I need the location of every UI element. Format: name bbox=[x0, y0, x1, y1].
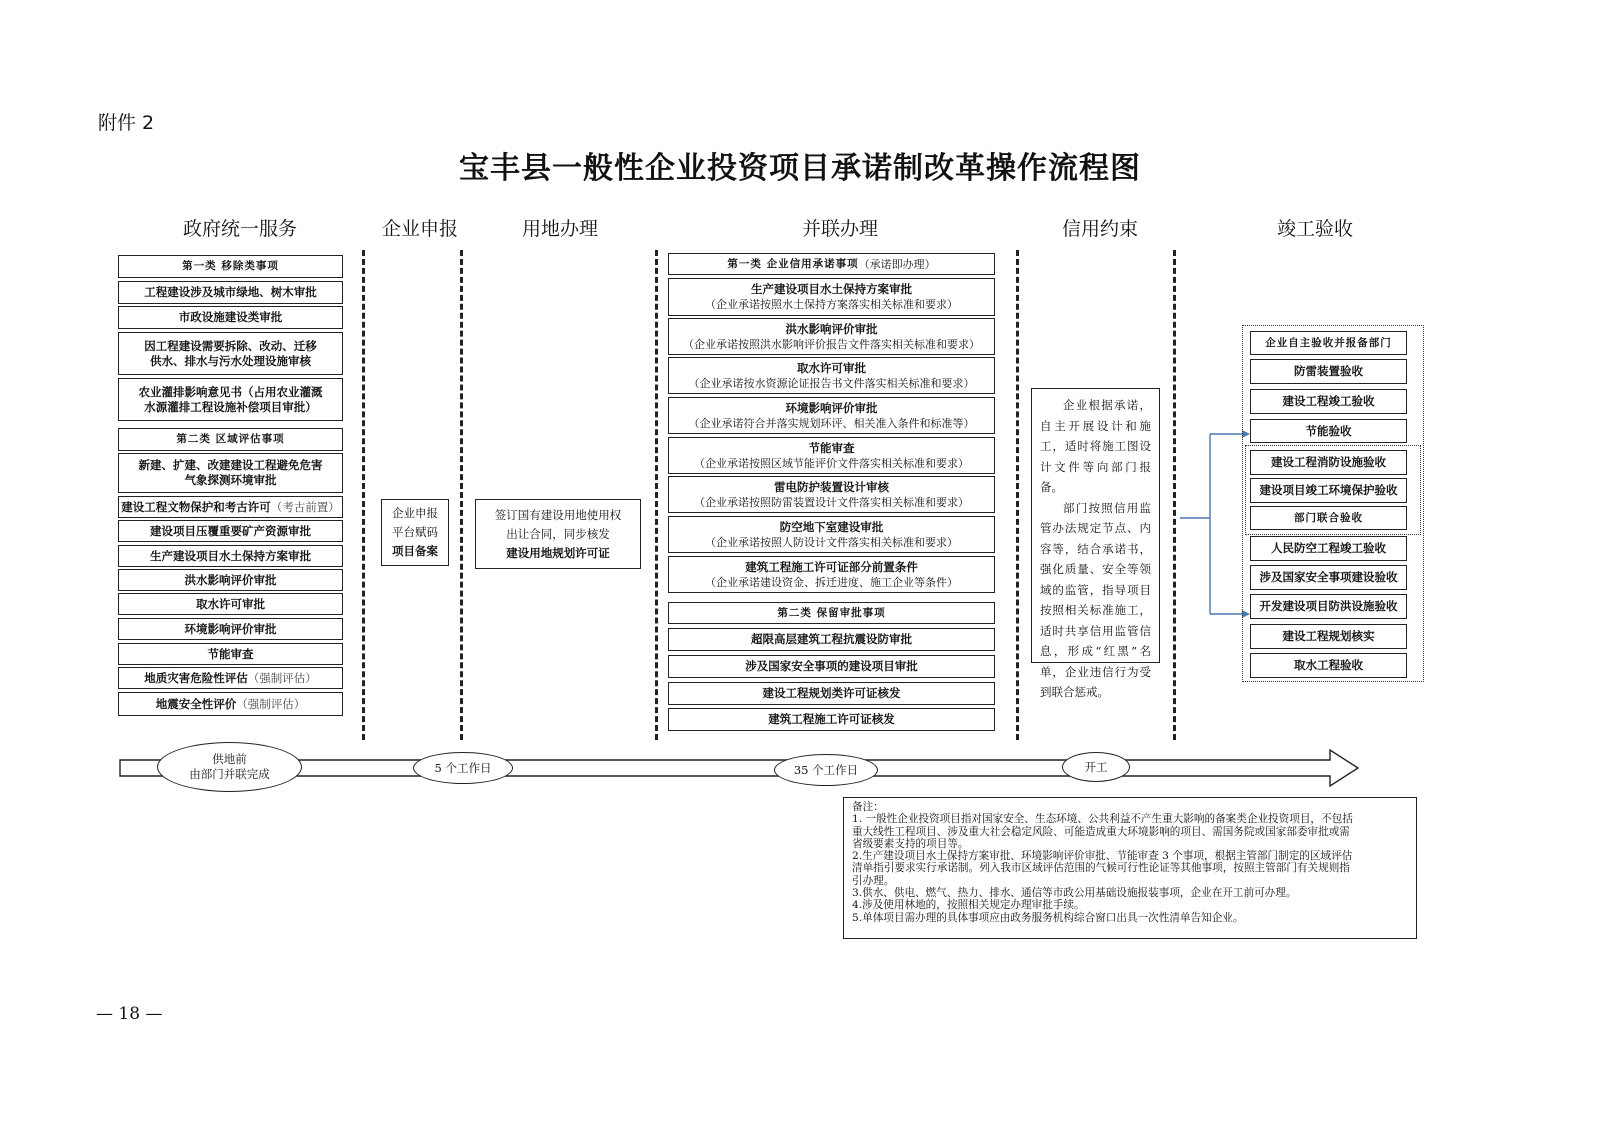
column-land: 用地办理 bbox=[521, 218, 598, 240]
notes-line: 清单指引要求实行承诺制。列入我市区域评估范围的气候可行性论证等其他事项，按照主管部门有关规则指 bbox=[852, 862, 1350, 875]
notes-line: 1. 一般性企业投资项目指对国家安全、生态环境、公共利益不产生重大影响的备案类企业投资项目，不包括 bbox=[852, 813, 1353, 826]
notes-line: 4.涉及使用林地的，按照相关规定办理审批手续。 bbox=[852, 899, 1085, 912]
parallel-item: 生产建设项目水土保持方案审批 （企业承诺按照水土保持方案落实相关标准和要求） bbox=[668, 278, 995, 316]
parallel-item: 建筑工程施工许可证核发 bbox=[668, 708, 995, 731]
attachment-label: 附件 2 bbox=[98, 112, 155, 134]
gov-item: 环境影响评价审批 bbox=[118, 618, 343, 640]
gov-item: 建设项目压覆重要矿产资源审批 bbox=[118, 520, 343, 542]
gov-item: 取水许可审批 bbox=[118, 593, 343, 615]
parallel-item: 环境影响评价审批 （企业承诺符合并落实规划环评、相关准入条件和标准等） bbox=[668, 397, 995, 434]
gov-item: 市政设施建设类审批 bbox=[118, 306, 343, 329]
parallel-cat1-header: 第一类 企业信用承诺事项 （承诺即办理） bbox=[668, 253, 995, 275]
acceptance-item: 建设项目竣工环境保护验收 bbox=[1250, 478, 1407, 503]
parallel-cat2-header: 第二类 保留审批事项 bbox=[668, 602, 995, 624]
gov-item: 地震安全性评价 （强制评估） bbox=[118, 692, 343, 716]
timeline-phase-5-days: 5 个工作日 bbox=[413, 752, 513, 784]
gov-item: 洪水影响评价审批 bbox=[118, 569, 343, 591]
notes-line: 引办理。 bbox=[852, 874, 895, 887]
credit-box: 企业根据承诺，自主开展设计和施工，适时将施工图设计文件等向部门报备。 部门按照信用监管办法规定节点、内容等，结合承诺书，强化质量、安全等领域的监管，指导项目按照相关标准施工，适时共享信用监管信息，形成“红黑”名单，企业违信行为受到联合惩戒。 bbox=[1031, 388, 1160, 663]
gov-item: 生产建设项目水土保持方案审批 bbox=[118, 545, 343, 567]
connector-arrows bbox=[1160, 420, 1250, 620]
acceptance-item: 开发建设项目防洪设施验收 bbox=[1250, 594, 1407, 619]
notes-header: 备注： bbox=[852, 801, 884, 813]
timeline-phase-start: 开工 bbox=[1062, 752, 1130, 782]
acceptance-item: 防雷装置验收 bbox=[1250, 359, 1407, 384]
column-acceptance: 竣工验收 bbox=[1276, 218, 1353, 240]
notes-line: 5.单体项目需办理的具体事项应由政务服务机构综合窗口出具一次性清单告知企业。 bbox=[852, 911, 1244, 924]
parallel-item: 防空地下室建设审批 （企业承诺按照人防设计文件落实相关标准和要求） bbox=[668, 516, 995, 553]
column-gov-service: 政府统一服务 bbox=[182, 218, 297, 240]
gov-cat2-header: 第二类 区域评估事项 bbox=[118, 428, 343, 451]
parallel-item: 建设工程规划类许可证核发 bbox=[668, 682, 995, 705]
column-divider bbox=[460, 250, 463, 740]
notes-line: 重大线性工程项目、涉及重大社会稳定风险、可能造成重大环境影响的项目、需国务院或国家部委审批或需 bbox=[852, 825, 1350, 838]
acceptance-item: 建设工程消防设施验收 bbox=[1250, 450, 1407, 475]
column-credit: 信用约束 bbox=[1061, 218, 1138, 240]
parallel-item: 建筑工程施工许可证部分前置条件 （企业承诺建设资金、拆迁进度、施工企业等条件） bbox=[668, 556, 995, 593]
parallel-item: 雷电防护装置设计审核 （企业承诺按照防雷装置设计文件落实相关标准和要求） bbox=[668, 476, 995, 513]
column-parallel: 并联办理 bbox=[801, 218, 878, 240]
timeline-arrow bbox=[118, 748, 1363, 790]
parallel-item: 涉及国家安全事项的建设项目审批 bbox=[668, 655, 995, 678]
gov-item: 新建、扩建、改建建设工程避免危害 气象探测环境审批 bbox=[118, 453, 343, 493]
gov-item: 地质灾害危险性评估 （强制评估） bbox=[118, 667, 343, 689]
parallel-item: 节能审查 （企业承诺按照区域节能评价文件落实相关标准和要求） bbox=[668, 437, 995, 474]
gov-item: 农业灌排影响意见书（占用农业灌溉 水源灌排工程设施补偿项目审批） bbox=[118, 378, 343, 421]
acceptance-item: 人民防空工程竣工验收 bbox=[1250, 536, 1407, 561]
column-divider bbox=[362, 250, 365, 740]
gov-item: 因工程建设需要拆除、改动、迁移 供水、排水与污水处理设施审核 bbox=[118, 332, 343, 375]
timeline-phase-pre-land: 供地前 由部门并联完成 bbox=[157, 742, 302, 792]
land-box: 签订国有建设用地使用权 出让合同，同步核发 建设用地规划许可证 bbox=[475, 499, 641, 569]
parallel-item: 超限高层建筑工程抗震设防审批 bbox=[668, 628, 995, 651]
gov-cat1-header: 第一类 移除类事项 bbox=[118, 255, 343, 278]
parallel-item: 洪水影响评价审批 （企业承诺按照洪水影响评价报告文件落实相关标准和要求） bbox=[668, 318, 995, 355]
enterprise-report-box: 企业申报 平台赋码 项目备案 bbox=[381, 499, 449, 566]
acceptance-item: 取水工程验收 bbox=[1250, 653, 1407, 678]
page-title: 宝丰县一般性企业投资项目承诺制改革操作流程图 bbox=[459, 151, 1141, 186]
timeline-phase-35-days: 35 个工作日 bbox=[774, 754, 878, 786]
acceptance-item: 部门联合验收 bbox=[1250, 506, 1407, 530]
acceptance-item: 企业自主验收并报备部门 bbox=[1250, 331, 1407, 355]
gov-item: 节能审查 bbox=[118, 643, 343, 665]
acceptance-item: 建设工程竣工验收 bbox=[1250, 389, 1407, 414]
page-number: — 18 — bbox=[96, 1004, 163, 1024]
acceptance-item: 建设工程规划核实 bbox=[1250, 624, 1407, 649]
column-divider bbox=[1016, 250, 1019, 740]
gov-item: 建设工程文物保护和考古许可 （考古前置） bbox=[118, 496, 343, 518]
acceptance-item: 节能验收 bbox=[1250, 419, 1407, 443]
notes-line: 省级要素支持的项目等。 bbox=[852, 837, 969, 850]
acceptance-item: 涉及国家安全事项建设验收 bbox=[1250, 565, 1407, 590]
column-divider bbox=[655, 250, 658, 740]
notes-line: 2.生产建设项目水土保持方案审批、环境影响评价审批、节能审查 3 个事项，根据主管部门制定的区域评估 bbox=[852, 850, 1353, 863]
notes-line: 3.供水、供电、燃气、热力、排水、通信等市政公用基础设施报装事项，企业在开工前可办理。 bbox=[852, 887, 1297, 900]
gov-item: 工程建设涉及城市绿地、树木审批 bbox=[118, 281, 343, 304]
notes-box bbox=[843, 797, 1417, 939]
column-enterprise-report: 企业申报 bbox=[381, 218, 458, 240]
parallel-item: 取水许可审批 （企业承诺按水资源论证报告书文件落实相关标准和要求） bbox=[668, 357, 995, 394]
